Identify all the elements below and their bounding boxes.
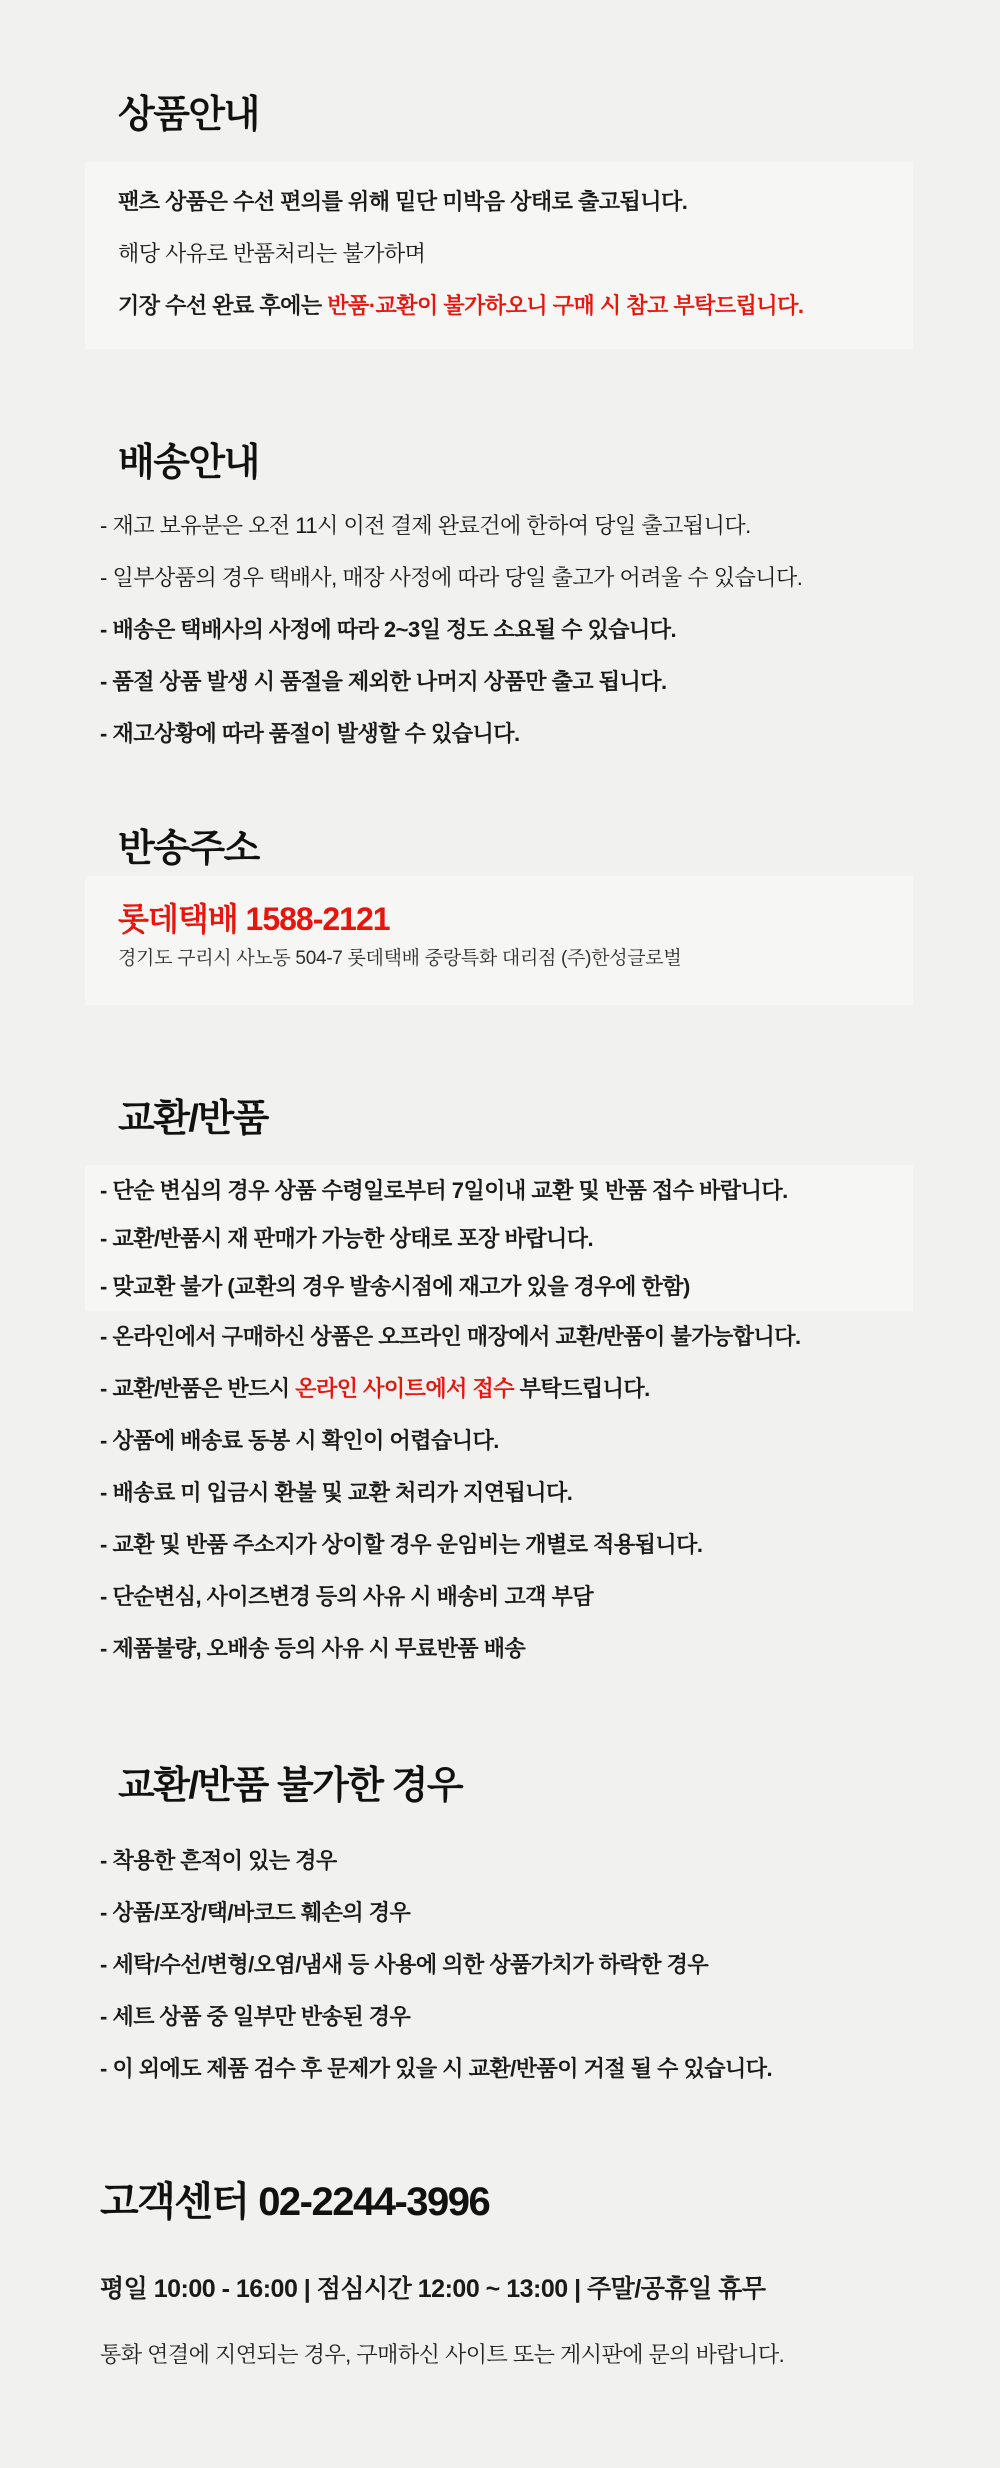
return-address-text: 경기도 구리시 사노동 504-7 롯데택배 중랑특화 대리점 (주)한성글로벌 (118, 948, 682, 969)
exchange-list (100, 1311, 1000, 1675)
shipping-item: - 재고 보유분은 오전 11시 이전 결제 완료건에 한하여 당일 출고됩니다. (100, 513, 751, 538)
exchange-boxed-list (100, 1167, 913, 1311)
product-notice-line-1: 팬츠 상품은 수선 편의를 위해 밑단 미박음 상태로 출고됩니다. (118, 189, 688, 214)
section-title-no-exchange: 교환/반품 불가한 경우 (118, 1765, 463, 1807)
online-site-receipt-red: 온라인 사이트에서 접수 (295, 1376, 515, 1401)
customer-center-hours: 평일 10:00 - 16:00 | 점심시간 12:00 ~ 13:00 | 주말/공휴일 휴무 (100, 2275, 766, 2303)
product-notice-line-3 (118, 280, 913, 332)
exchange-return-panel (85, 1165, 913, 1311)
shipping-item: - 재고상황에 따라 품절이 발생할 수 있습니다. (100, 721, 520, 746)
no-exchange-item: - 상품/포장/택/바코드 훼손의 경우 (100, 1900, 411, 1925)
customer-center-note: 통화 연결에 지연되는 경우, 구매하신 사이트 또는 게시판에 문의 바랍니다. (100, 2342, 785, 2367)
return-exchange-warning-red: 반품·교환이 불가하오니 구매 시 참고 부탁드립니다. (327, 293, 804, 318)
section-title-shipping: 배송안내 (118, 442, 259, 484)
product-notice-line-3-prefix: 기장 수선 완료 후에는 (118, 293, 328, 318)
exchange-online-suffix: 부탁드립니다. (514, 1376, 650, 1401)
product-notice-panel (85, 162, 913, 349)
exchange-item: - 단순 변심의 경우 상품 수령일로부터 7일이내 교환 및 반품 접수 바랍니다. (100, 1178, 788, 1203)
customer-center-phone: 02-2244-3996 (258, 2180, 490, 2224)
exchange-item: - 교환/반품시 재 판매가 가능한 상태로 포장 바랍니다. (100, 1226, 594, 1251)
customer-center-title (100, 2176, 1000, 2228)
carrier-phone: 롯데택배 1588-2121 (118, 901, 390, 937)
section-title-return-address: 반송주소 (118, 828, 259, 870)
no-exchange-item: - 세트 상품 중 일부만 반송된 경우 (100, 2004, 411, 2029)
exchange-item: - 맞교환 불가 (교환의 경우 발송시점에 재고가 있을 경우에 한함) (100, 1274, 690, 1299)
return-address-panel (85, 876, 913, 1005)
no-exchange-item: - 세탁/수선/변형/오염/냄새 등 사용에 의한 상품가치가 하락한 경우 (100, 1952, 709, 1977)
exchange-item: - 제품불량, 오배송 등의 사유 시 무료반품 배송 (100, 1636, 526, 1661)
shipping-item: - 배송은 택배사의 사정에 따라 2~3일 정도 소요될 수 있습니다. (100, 617, 677, 642)
exchange-online-prefix: - 교환/반품은 반드시 (100, 1376, 296, 1401)
exchange-item-online-receipt (100, 1363, 1000, 1415)
section-title-product-notice: 상품안내 (118, 94, 259, 136)
no-exchange-item: - 이 외에도 제품 검수 후 문제가 있을 시 교환/반품이 거절 될 수 있습니다. (100, 2056, 773, 2081)
shipping-list (100, 500, 1000, 760)
product-notice-line-2: 해당 사유로 반품처리는 불가하며 (118, 241, 426, 266)
no-exchange-item: - 착용한 흔적이 있는 경우 (100, 1848, 337, 1873)
exchange-item: - 배송료 미 입금시 환불 및 교환 처리가 지연됩니다. (100, 1480, 573, 1505)
customer-center-label: 고객센터 (100, 2180, 249, 2224)
shipping-item: - 품절 상품 발생 시 품절을 제외한 나머지 상품만 출고 됩니다. (100, 669, 667, 694)
exchange-item: - 단순변심, 사이즈변경 등의 사유 시 배송비 고객 부담 (100, 1584, 594, 1609)
exchange-item: - 교환 및 반품 주소지가 상이할 경우 운임비는 개별로 적용됩니다. (100, 1532, 703, 1557)
no-exchange-list (100, 1835, 1000, 2095)
section-title-exchange-return: 교환/반품 (118, 1098, 268, 1140)
shipping-item: - 일부상품의 경우 택배사, 매장 사정에 따라 당일 출고가 어려울 수 있습니다. (100, 565, 803, 590)
exchange-item: - 온라인에서 구매하신 상품은 오프라인 매장에서 교환/반품이 불가능합니다. (100, 1324, 801, 1349)
exchange-item: - 상품에 배송료 동봉 시 확인이 어렵습니다. (100, 1428, 499, 1453)
